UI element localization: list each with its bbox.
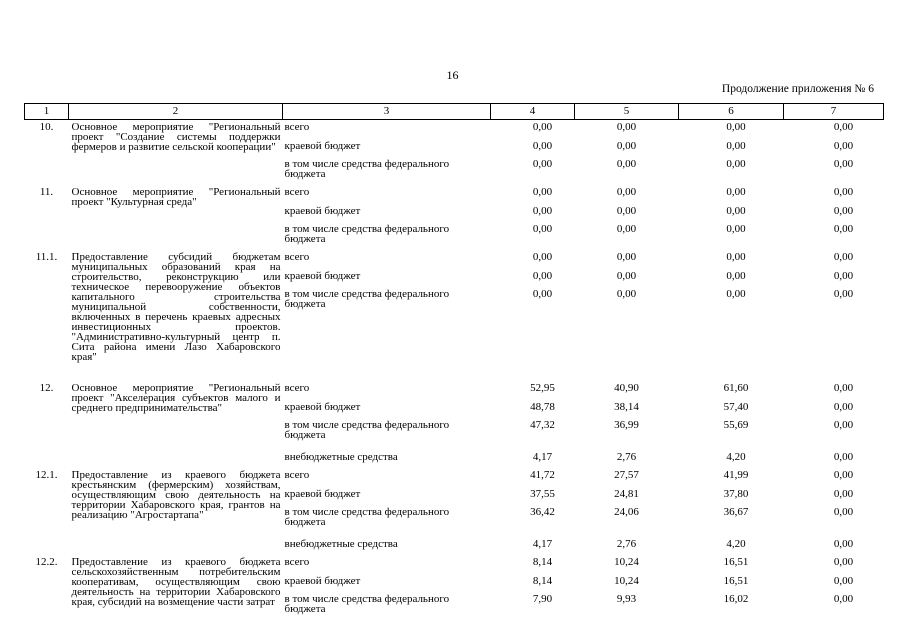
funding-source: в том числе средства федерального бюджета <box>284 506 450 528</box>
funding-source: внебюджетные средства <box>284 538 398 550</box>
amount-cell: 24,06 <box>614 506 639 518</box>
activity-name: Предоставление субсидий бюджетам муниципальных образований края на строительство, реконструкцию или техническое перевооружение объектов капитального строительства муниципальной собственности, включенных в перечень краевых адресных инвестиционных проектов. "Административно-культурный центр п. Сита района имени Лазо Хабаровского края" <box>71 251 281 363</box>
amount-cell: 0,00 <box>833 121 854 133</box>
amount-cell: 61,60 <box>723 382 749 394</box>
amount-cell: 2,76 <box>616 451 637 463</box>
funding-source: всего <box>284 121 310 133</box>
amount-cell: 0,00 <box>833 140 854 152</box>
amount-cell: 0,00 <box>532 140 553 152</box>
amount-cell: 8,14 <box>532 575 553 587</box>
amount-cell: 0,00 <box>726 251 746 263</box>
amount-cell: 0,00 <box>532 121 553 133</box>
amount-cell: 0,00 <box>833 593 854 605</box>
row-number: 11.1. <box>35 251 58 263</box>
amount-cell: 7,90 <box>532 593 553 605</box>
funding-source: всего <box>284 469 310 481</box>
amount-cell: 4,20 <box>726 451 746 463</box>
amount-cell: 0,00 <box>616 205 637 217</box>
amount-cell: 57,40 <box>723 401 749 413</box>
amount-cell: 10,24 <box>614 556 639 568</box>
amount-cell: 37,80 <box>723 488 749 500</box>
column-number: 1 <box>25 104 69 120</box>
amount-cell: 55,69 <box>723 419 749 431</box>
amount-cell: 0,00 <box>616 223 637 235</box>
amount-cell: 2,76 <box>616 538 637 550</box>
row-number: 10. <box>39 121 54 133</box>
column-number-row <box>25 104 884 120</box>
amount-cell: 0,00 <box>532 186 553 198</box>
amount-cell: 0,00 <box>532 251 553 263</box>
amount-cell: 0,00 <box>833 401 854 413</box>
amount-cell: 0,00 <box>833 205 854 217</box>
amount-cell: 0,00 <box>616 158 637 170</box>
table-row <box>25 120 884 140</box>
amount-cell: 0,00 <box>833 451 854 463</box>
amount-cell: 27,57 <box>614 469 639 481</box>
activity-name: Основное мероприятие "Региональный проект "Акселерация субъектов малого и среднего предпринимательства" <box>71 382 281 414</box>
table-row <box>25 468 884 487</box>
funding-source: всего <box>284 382 310 394</box>
amount-cell: 0,00 <box>726 186 746 198</box>
amount-cell: 0,00 <box>833 419 854 431</box>
amount-cell: 0,00 <box>833 506 854 518</box>
amount-cell: 0,00 <box>616 121 637 133</box>
activity-name: Основное мероприятие "Региональный проект "Культурная среда" <box>71 186 281 208</box>
amount-cell: 0,00 <box>616 251 637 263</box>
amount-cell: 0,00 <box>726 270 746 282</box>
column-number: 2 <box>69 104 283 120</box>
amount-cell: 8,14 <box>532 556 553 568</box>
budget-table <box>24 103 884 620</box>
column-number: 6 <box>679 104 784 120</box>
funding-source: краевой бюджет <box>284 488 361 500</box>
amount-cell: 0,00 <box>833 158 854 170</box>
amount-cell: 24,81 <box>614 488 639 500</box>
amount-cell: 0,00 <box>833 270 854 282</box>
amount-cell: 41,72 <box>530 469 555 481</box>
table-row <box>25 185 884 204</box>
row-number: 12.1. <box>35 469 58 481</box>
amount-cell: 0,00 <box>532 205 553 217</box>
funding-source: краевой бюджет <box>284 205 361 217</box>
amount-cell: 0,00 <box>726 121 746 133</box>
amount-cell: 36,67 <box>723 506 749 518</box>
amount-cell: 0,00 <box>833 556 854 568</box>
amount-cell: 0,00 <box>532 288 553 300</box>
amount-cell: 0,00 <box>833 288 854 300</box>
funding-source: в том числе средства федерального бюджета <box>284 158 450 180</box>
amount-cell: 0,00 <box>833 223 854 235</box>
amount-cell: 4,17 <box>532 451 553 463</box>
amount-cell: 36,42 <box>530 506 555 518</box>
table-row <box>25 381 884 400</box>
amount-cell: 0,00 <box>726 140 746 152</box>
amount-cell: 9,93 <box>616 593 637 605</box>
amount-cell: 41,99 <box>723 469 749 481</box>
funding-source: в том числе средства федерального бюджета <box>284 593 450 615</box>
amount-cell: 52,95 <box>530 382 555 394</box>
amount-cell: 16,02 <box>723 593 749 605</box>
amount-cell: 36,99 <box>614 419 639 431</box>
amount-cell: 0,00 <box>726 223 746 235</box>
table-body <box>25 120 884 621</box>
amount-cell: 0,00 <box>532 158 553 170</box>
amount-cell: 16,51 <box>723 556 749 568</box>
amount-cell: 0,00 <box>833 382 854 394</box>
amount-cell: 4,20 <box>726 538 746 550</box>
column-number: 5 <box>575 104 679 120</box>
amount-cell: 4,17 <box>532 538 553 550</box>
amount-cell: 0,00 <box>616 288 637 300</box>
page-number: 16 <box>446 68 459 82</box>
table-row <box>25 250 884 269</box>
table-row <box>25 555 884 574</box>
amount-cell: 0,00 <box>833 186 854 198</box>
amount-cell: 0,00 <box>532 270 553 282</box>
amount-cell: 0,00 <box>833 538 854 550</box>
amount-cell: 37,55 <box>530 488 555 500</box>
funding-source: в том числе средства федерального бюджета <box>284 223 450 245</box>
activity-name: Основное мероприятие "Региональный проект "Создание системы поддержки фермеров и развитие сельской кооперации" <box>71 121 281 153</box>
row-number: 12. <box>39 382 54 394</box>
amount-cell: 0,00 <box>616 186 637 198</box>
amount-cell: 48,78 <box>530 401 555 413</box>
amount-cell: 0,00 <box>833 575 854 587</box>
amount-cell: 0,00 <box>833 469 854 481</box>
activity-name: Предоставление из краевого бюджета сельскохозяйственным потребительским кооперативам, осуществляющим свою деятельность на территории Хабаровского края, субсидий на возмещение части затрат <box>71 556 281 608</box>
amount-cell: 0,00 <box>726 205 746 217</box>
column-number: 7 <box>784 104 884 120</box>
column-number: 3 <box>283 104 491 120</box>
amount-cell: 10,24 <box>614 575 639 587</box>
funding-source: краевой бюджет <box>284 270 361 282</box>
row-number: 12.2. <box>35 556 58 568</box>
amount-cell: 38,14 <box>614 401 639 413</box>
row-number: 11. <box>39 186 54 198</box>
funding-source: краевой бюджет <box>284 401 361 413</box>
funding-source: краевой бюджет <box>284 140 361 152</box>
funding-source: всего <box>284 186 310 198</box>
amount-cell: 40,90 <box>614 382 639 394</box>
column-number: 4 <box>491 104 575 120</box>
amount-cell: 47,32 <box>530 419 555 431</box>
funding-source: краевой бюджет <box>284 575 361 587</box>
amount-cell: 0,00 <box>726 288 746 300</box>
activity-name: Предоставление из краевого бюджета крестьянским (фермерским) хозяйствам, осуществляющим свою деятельность на территории Хабаровского края, грантов на реализацию "Агростартапа" <box>71 469 281 521</box>
amount-cell: 0,00 <box>616 270 637 282</box>
amount-cell: 0,00 <box>616 140 637 152</box>
continuation-label: Продолжение приложения № 6 <box>721 83 874 95</box>
funding-source: внебюджетные средства <box>284 451 398 463</box>
amount-cell: 0,00 <box>833 488 854 500</box>
amount-cell: 0,00 <box>532 223 553 235</box>
funding-source: в том числе средства федерального бюджета <box>284 419 450 441</box>
funding-source: всего <box>284 251 310 263</box>
funding-source: всего <box>284 556 310 568</box>
funding-source: в том числе средства федерального бюджета <box>284 288 450 310</box>
amount-cell: 0,00 <box>726 158 746 170</box>
amount-cell: 16,51 <box>723 575 749 587</box>
amount-cell: 0,00 <box>833 251 854 263</box>
